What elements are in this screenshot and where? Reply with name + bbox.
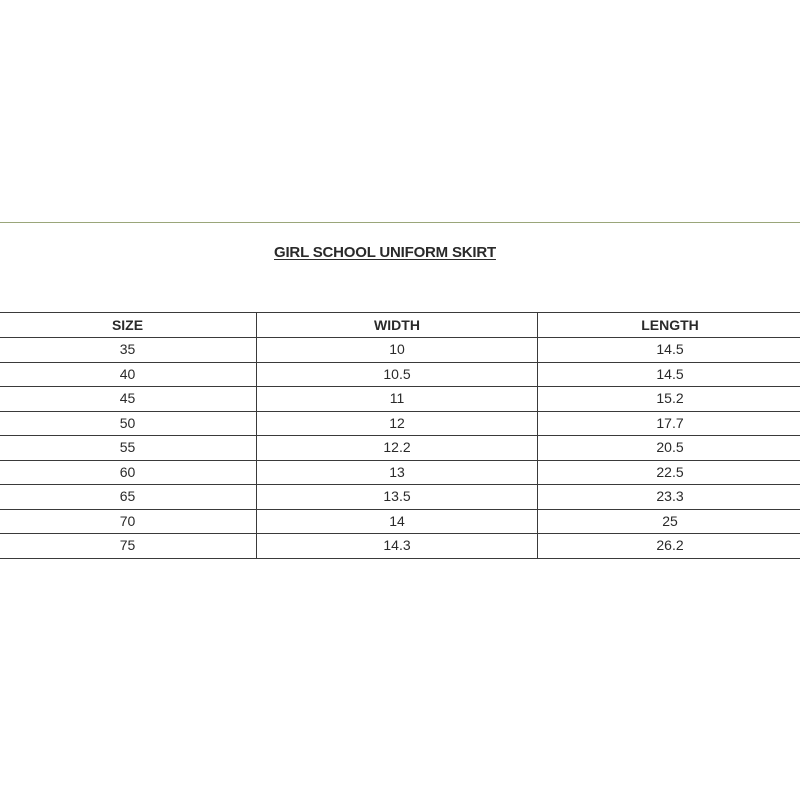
cell-size: 65 <box>0 485 257 510</box>
cell-size: 35 <box>0 338 257 363</box>
cell-width: 14 <box>257 509 538 534</box>
table-row <box>0 411 800 436</box>
cell-width: 12 <box>257 411 538 436</box>
table-row <box>0 362 800 387</box>
cell-width: 10.5 <box>257 362 538 387</box>
cell-size: 40 <box>0 362 257 387</box>
cell-width: 13.5 <box>257 485 538 510</box>
cell-length: 20.5 <box>538 436 800 461</box>
table-row <box>0 338 800 363</box>
cell-length: 26.2 <box>538 534 800 559</box>
cell-width: 10 <box>257 338 538 363</box>
cell-width: 13 <box>257 460 538 485</box>
cell-length: 14.5 <box>538 338 800 363</box>
cell-length: 15.2 <box>538 387 800 412</box>
cell-length: 14.5 <box>538 362 800 387</box>
cell-width: 14.3 <box>257 534 538 559</box>
cell-size: 75 <box>0 534 257 559</box>
cell-size: 70 <box>0 509 257 534</box>
cell-size: 55 <box>0 436 257 461</box>
table-row <box>0 509 800 534</box>
header-length: LENGTH <box>538 313 800 338</box>
header-width: WIDTH <box>257 313 538 338</box>
cell-width: 12.2 <box>257 436 538 461</box>
header-size: SIZE <box>0 313 257 338</box>
document-title: GIRL SCHOOL UNIFORM SKIRT <box>274 244 496 261</box>
cell-length: 23.3 <box>538 485 800 510</box>
cell-length: 17.7 <box>538 411 800 436</box>
cell-size: 45 <box>0 387 257 412</box>
size-chart-table <box>0 312 800 559</box>
cell-size: 50 <box>0 411 257 436</box>
cell-width: 11 <box>257 387 538 412</box>
table-row <box>0 436 800 461</box>
cell-length: 25 <box>538 509 800 534</box>
cell-length: 22.5 <box>538 460 800 485</box>
table-row <box>0 534 800 559</box>
cell-size: 60 <box>0 460 257 485</box>
top-divider-line <box>0 222 800 223</box>
table-row <box>0 485 800 510</box>
table-header-row <box>0 313 800 338</box>
table-row <box>0 387 800 412</box>
table-row <box>0 460 800 485</box>
